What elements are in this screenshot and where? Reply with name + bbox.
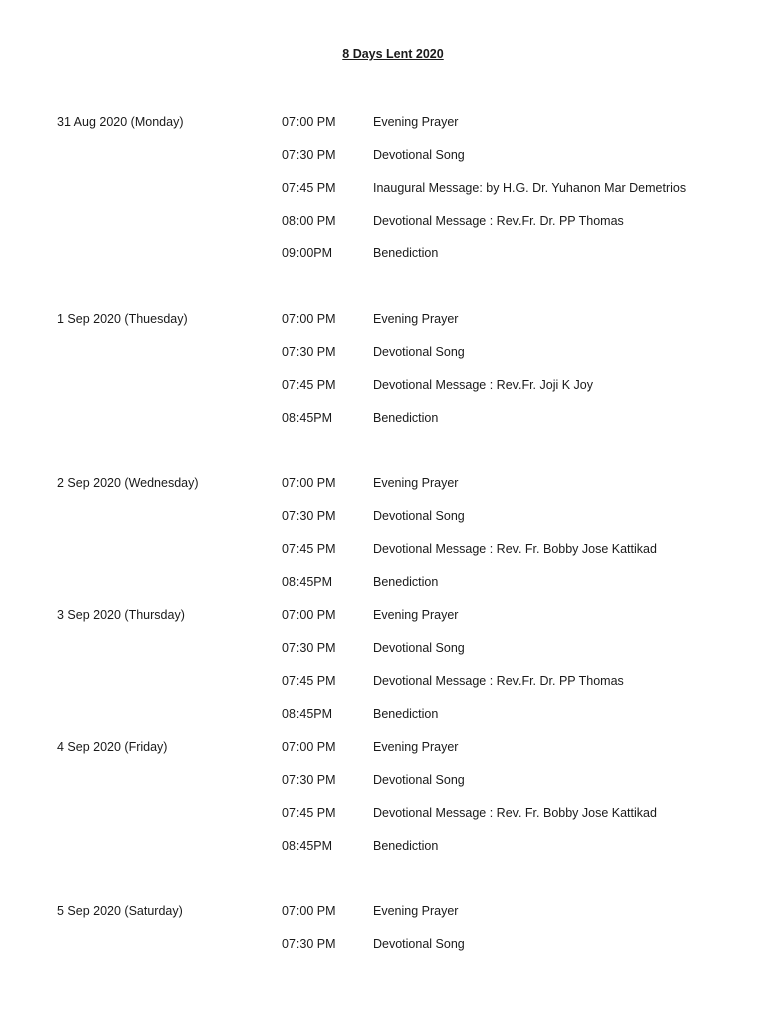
- page-title: 8 Days Lent 2020: [342, 47, 444, 61]
- item-event: Devotional Song: [373, 936, 465, 951]
- item-event: Devotional Message : Rev. Fr. Bobby Jose Kattikad: [373, 541, 657, 556]
- day-date: 5 Sep 2020 (Saturday): [57, 904, 183, 918]
- item-event: Evening Prayer: [373, 608, 459, 622]
- item-event: Devotional Song: [373, 640, 465, 655]
- item-time: 07:30 PM: [282, 147, 336, 162]
- item-time: 08:45PM: [282, 574, 333, 589]
- item-event: Evening Prayer: [373, 115, 459, 129]
- item-time: 07:45 PM: [282, 180, 336, 195]
- item-event: Devotional Message : Rev.Fr. Dr. PP Thomas: [373, 673, 624, 688]
- item-event: Evening Prayer: [373, 312, 459, 326]
- item-time: 07:00 PM: [282, 115, 336, 129]
- item-time: 07:00 PM: [282, 740, 336, 754]
- item-event: Benediction: [373, 838, 439, 853]
- item-time: 07:45 PM: [282, 805, 336, 820]
- item-event: Devotional Song: [373, 147, 465, 162]
- item-time: 08:45PM: [282, 838, 333, 853]
- item-time: 09:00PM: [282, 246, 333, 261]
- day-date: 1 Sep 2020 (Thuesday): [57, 312, 188, 326]
- item-event: Devotional Song: [373, 508, 465, 523]
- item-event: Devotional Message : Rev.Fr. Joji K Joy: [373, 377, 593, 392]
- item-event: Benediction: [373, 706, 439, 721]
- day-date: 2 Sep 2020 (Wednesday): [57, 476, 199, 490]
- item-event: Evening Prayer: [373, 740, 459, 754]
- day-date: 4 Sep 2020 (Friday): [57, 740, 168, 754]
- item-time: 07:45 PM: [282, 377, 336, 392]
- item-event: Benediction: [373, 410, 439, 425]
- item-time: 07:30 PM: [282, 936, 336, 951]
- day-date: 3 Sep 2020 (Thursday): [57, 608, 185, 622]
- item-event: Devotional Message : Rev.Fr. Dr. PP Thomas: [373, 213, 624, 228]
- item-event: Devotional Song: [373, 772, 465, 787]
- item-time: 08:45PM: [282, 410, 333, 425]
- item-time: 07:45 PM: [282, 541, 336, 556]
- item-time: 07:45 PM: [282, 673, 336, 688]
- item-time: 08:00 PM: [282, 213, 336, 228]
- day-date: 31 Aug 2020 (Monday): [57, 115, 184, 129]
- item-time: 07:00 PM: [282, 608, 336, 622]
- item-event: Benediction: [373, 246, 439, 261]
- item-event: Evening Prayer: [373, 904, 459, 918]
- item-event: Evening Prayer: [373, 476, 459, 490]
- item-time: 07:00 PM: [282, 904, 336, 918]
- item-time: 07:30 PM: [282, 508, 336, 523]
- item-event: Devotional Song: [373, 344, 465, 359]
- item-event: Devotional Message : Rev. Fr. Bobby Jose Kattikad: [373, 805, 657, 820]
- item-time: 07:30 PM: [282, 344, 336, 359]
- item-time: 07:00 PM: [282, 476, 336, 490]
- item-event: Benediction: [373, 574, 439, 589]
- item-event: Inaugural Message: by H.G. Dr. Yuhanon Mar Demetrios: [373, 180, 687, 195]
- item-time: 07:30 PM: [282, 772, 336, 787]
- item-time: 07:30 PM: [282, 640, 336, 655]
- item-time: 08:45PM: [282, 706, 333, 721]
- item-time: 07:00 PM: [282, 312, 336, 326]
